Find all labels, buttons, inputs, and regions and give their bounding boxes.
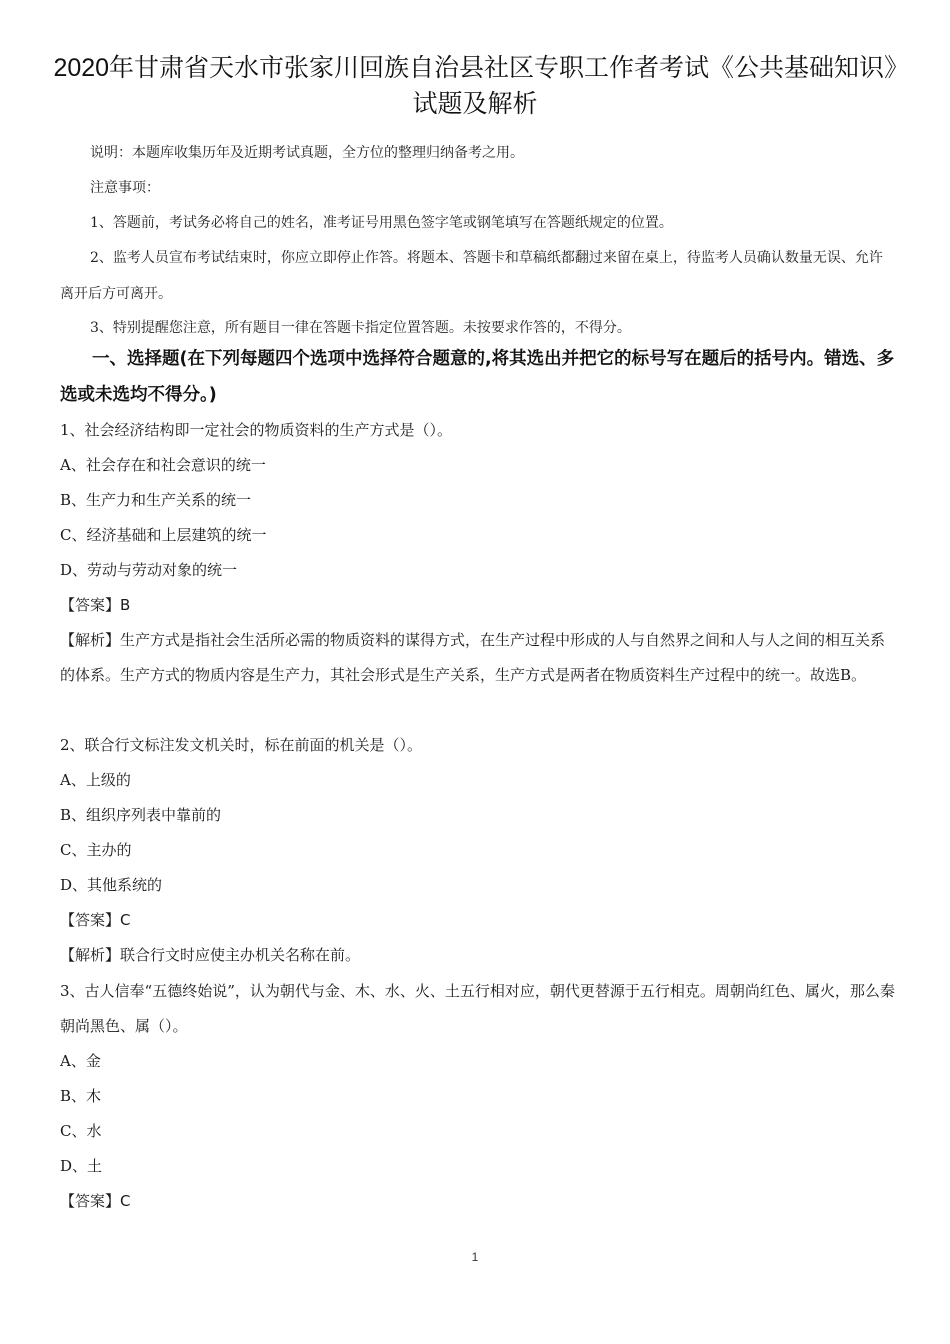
question-2-analysis: 【解析】联合行文时应使主办机关名称在前。 — [60, 946, 361, 964]
question-1-analysis: 【解析】生产方式是指社会生活所必需的物质资料的谋得方式，在生产过程中形成的人与自然界之间和人与人之间的相互关系的体系。生产方式的物质内容是生产力，其社会形式是生产关系，生产方式是两者在物质资料生产过程中的统一。故选B。 — [60, 631, 886, 684]
question-1-option-d: D、劳动与劳动对象的统一 — [60, 561, 238, 579]
description-note: 说明：本题库收集历年及近期考试真题，全方位的整理归纳备考之用。 — [90, 145, 524, 161]
question-2-option-d: D、其他系统的 — [60, 876, 163, 894]
notice-item-2: 2、监考人员宣布考试结束时，你应立即停止作答。将题本、答题卡和草稿纸都翻过来留在桌上，待监考人员确认数量无误、允许离开后方可离开。 — [60, 250, 883, 302]
question-3-option-d: D、土 — [60, 1157, 103, 1175]
question-2-stem: 2、联合行文标注发文机关时，标在前面的机关是（）。 — [60, 736, 423, 754]
question-1-option-a: A、社会存在和社会意识的统一 — [60, 456, 266, 474]
page-number: 1 — [471, 1250, 479, 1264]
question-2-option-b: B、组织序列表中靠前的 — [60, 806, 222, 824]
document-title: 2020年甘肃省天水市张家川回族自治县社区专职工作者考试《公共基础知识》试题及解析 — [53, 54, 897, 118]
question-1-answer: 【答案】B — [60, 596, 131, 614]
question-3-option-c: C、水 — [60, 1122, 102, 1140]
question-3-option-b: B、木 — [60, 1087, 102, 1105]
question-3-stem: 3、古人信奉“五德终始说”，认为朝代与金、木、水、火、土五行相对应，朝代更替源于五行相克。周朝尚红色、属火，那么秦朝尚黑色、属（）。 — [60, 982, 895, 1035]
question-1-stem: 1、社会经济结构即一定社会的物质资料的生产方式是（）。 — [60, 421, 453, 439]
question-3-option-a: A、金 — [60, 1052, 101, 1070]
question-3-answer: 【答案】C — [60, 1192, 131, 1210]
notice-item-3: 3、特别提醒您注意，所有题目一律在答题卡指定位置答题。未按要求作答的，不得分。 — [90, 320, 631, 336]
question-1-option-c: C、经济基础和上层建筑的统一 — [60, 526, 267, 544]
notice-item-1: 1、答题前，考试务必将自己的姓名，准考证号用黑色签字笔或钢笔填写在答题纸规定的位置。 — [90, 215, 673, 231]
section-heading: 一、选择题(在下列每题四个选项中选择符合题意的,将其选出并把它的标号写在题后的括号内。错选、多选或未选均不得分。) — [60, 349, 895, 405]
notice-heading: 注意事项： — [90, 180, 160, 196]
question-2-option-a: A、上级的 — [60, 771, 131, 789]
question-2-option-c: C、主办的 — [60, 841, 132, 859]
question-2-answer: 【答案】C — [60, 911, 131, 929]
question-1-option-b: B、生产力和生产关系的统一 — [60, 491, 252, 509]
